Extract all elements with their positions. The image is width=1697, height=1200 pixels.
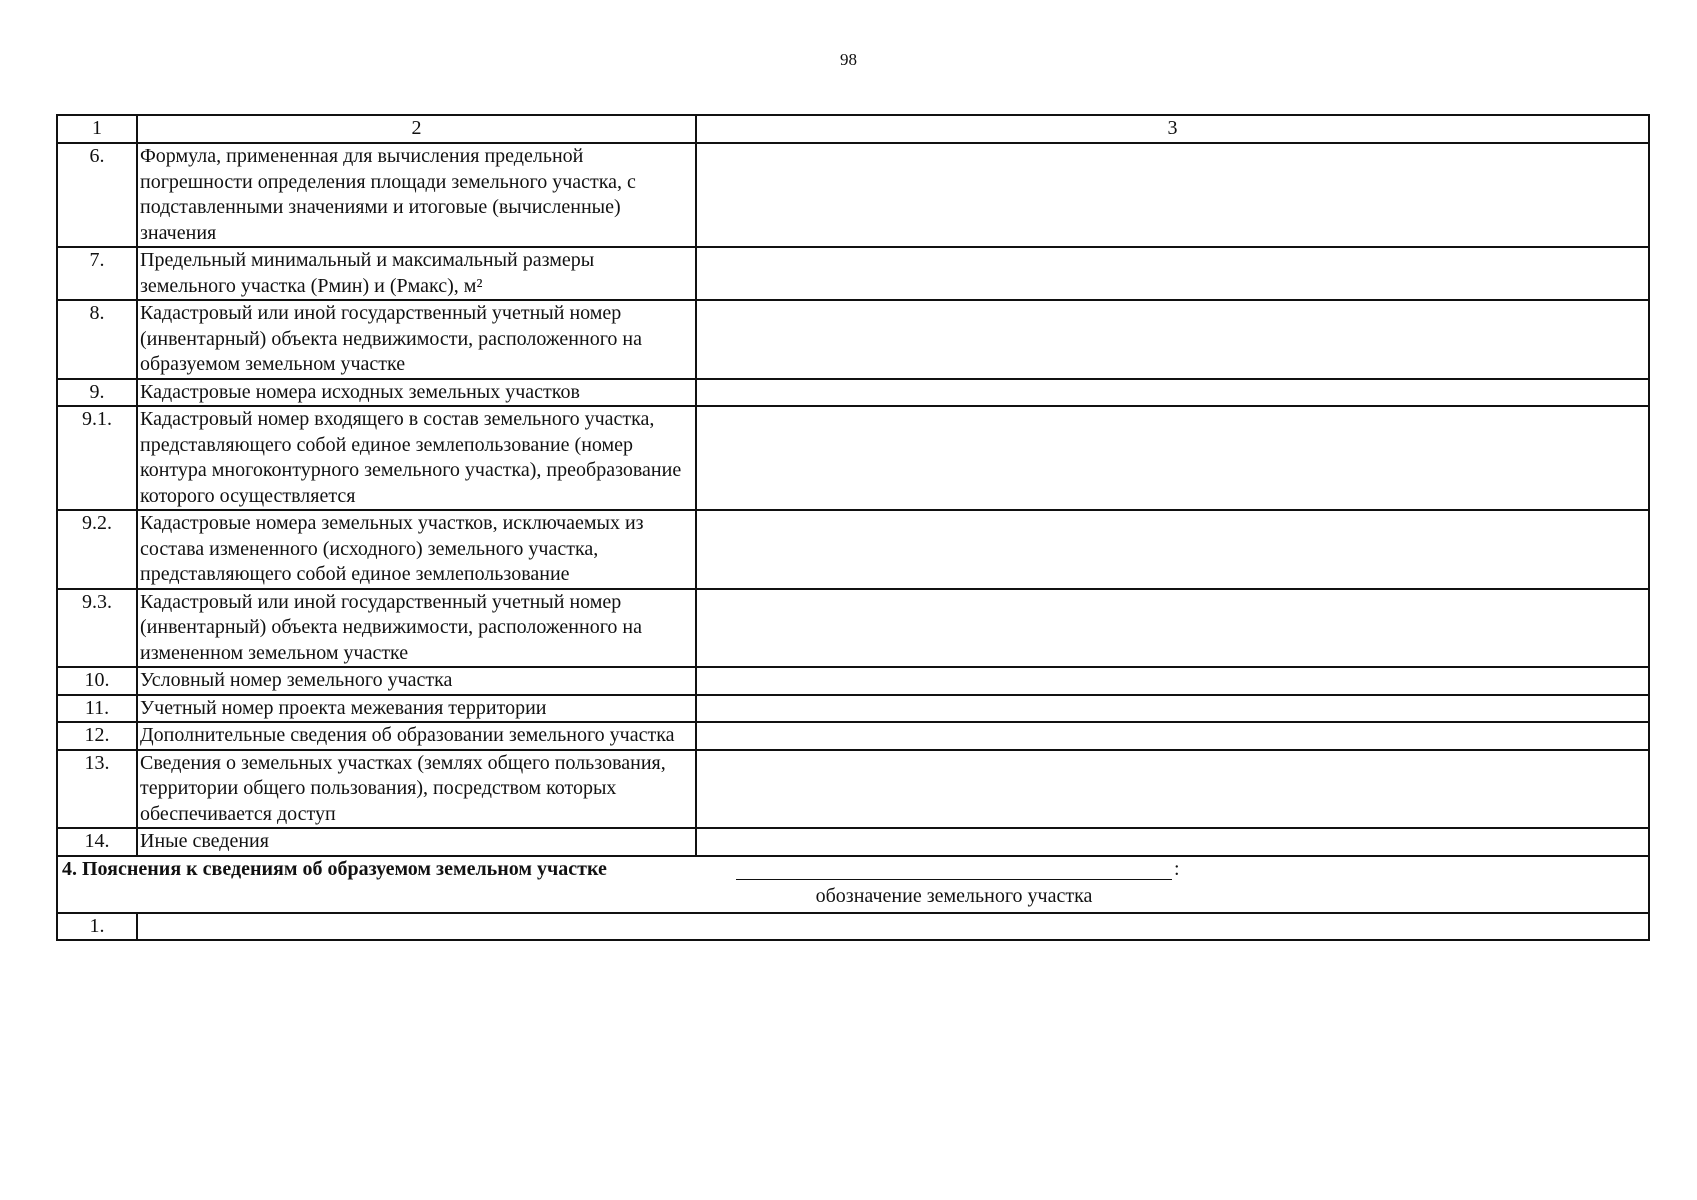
- table-row: [57, 722, 1649, 750]
- table-row: [57, 828, 1649, 856]
- page-number: 98: [840, 50, 857, 69]
- section-colon: :: [1174, 857, 1180, 880]
- section-header-row: [57, 856, 1649, 913]
- row-value: [696, 143, 1649, 247]
- row-number: 9.3.: [57, 589, 137, 668]
- table-row: [57, 750, 1649, 829]
- table-row: [57, 667, 1649, 695]
- row-label: Условный номер земельного участка: [137, 667, 696, 695]
- row-number: 9.1.: [57, 406, 137, 510]
- row-value: [696, 406, 1649, 510]
- row-value: [696, 300, 1649, 379]
- table-header-row: [57, 115, 1649, 143]
- row-number: 6.: [57, 143, 137, 247]
- table-row: [57, 510, 1649, 589]
- table-row: [57, 247, 1649, 300]
- row-number: 9.: [57, 379, 137, 407]
- row-number: 14.: [57, 828, 137, 856]
- header-col-3: 3: [696, 115, 1649, 143]
- row-number: 11.: [57, 695, 137, 723]
- row-label: Кадастровые номера исходных земельных участков: [137, 379, 696, 407]
- cadastral-form-table: [56, 114, 1650, 941]
- row-value: [696, 667, 1649, 695]
- row-value: [696, 589, 1649, 668]
- row-number: 13.: [57, 750, 137, 829]
- table-row: [57, 695, 1649, 723]
- row-number: 12.: [57, 722, 137, 750]
- row-label: Дополнительные сведения об образовании земельного участка: [137, 722, 696, 750]
- row-value: [696, 828, 1649, 856]
- row-number: 10.: [57, 667, 137, 695]
- row-value: [696, 379, 1649, 407]
- header-col-1: 1: [57, 115, 137, 143]
- table-row: [57, 143, 1649, 247]
- row-value: [696, 695, 1649, 723]
- table-row: [57, 913, 1649, 941]
- row-value: [696, 247, 1649, 300]
- row-label: Предельный минимальный и максимальный размеры земельного участка (Pмин) и (Pмакс), м²: [137, 247, 696, 300]
- table-row: [57, 406, 1649, 510]
- row-number: 8.: [57, 300, 137, 379]
- row-label: [137, 913, 1649, 941]
- row-label: Кадастровый или иной государственный учетный номер (инвентарный) объекта недвижимости, расположенного на образуемом земельном участке: [137, 300, 696, 379]
- row-value: [696, 722, 1649, 750]
- table-row: [57, 300, 1649, 379]
- table-row: [57, 379, 1649, 407]
- section-title: 4. Пояснения к сведениям об образуемом земельном участке: [62, 857, 607, 880]
- table-row: [57, 589, 1649, 668]
- row-number: 9.2.: [57, 510, 137, 589]
- row-label: Сведения о земельных участках (землях общего пользования, территории общего пользования), посредством которых обеспечивается доступ: [137, 750, 696, 829]
- row-value: [696, 510, 1649, 589]
- parcel-designation-caption: обозначение земельного участка: [815, 884, 1093, 907]
- row-label: Формула, примененная для вычисления предельной погрешности определения площади земельного участка, с подставленными значениями и итоговые (вычисленные) значения: [137, 143, 696, 247]
- row-number: 1.: [57, 913, 137, 941]
- row-label: Кадастровый номер входящего в состав земельного участка, представляющего собой единое землепользование (номер контура многоконтурного земельного участка), преобразование которого осуществляется: [137, 406, 696, 510]
- row-label: Иные сведения: [137, 828, 696, 856]
- row-number: 7.: [57, 247, 137, 300]
- parcel-designation-blank: [736, 879, 1172, 880]
- row-label: Кадастровый или иной государственный учетный номер (инвентарный) объекта недвижимости, расположенного на измененном земельном участке: [137, 589, 696, 668]
- header-col-2: 2: [137, 115, 696, 143]
- row-label: Кадастровые номера земельных участков, исключаемых из состава измененного (исходного) земельного участка, представляющего собой единое землепользование: [137, 510, 696, 589]
- section-header-cell: [57, 856, 1649, 913]
- row-label: Учетный номер проекта межевания территории: [137, 695, 696, 723]
- row-value: [696, 750, 1649, 829]
